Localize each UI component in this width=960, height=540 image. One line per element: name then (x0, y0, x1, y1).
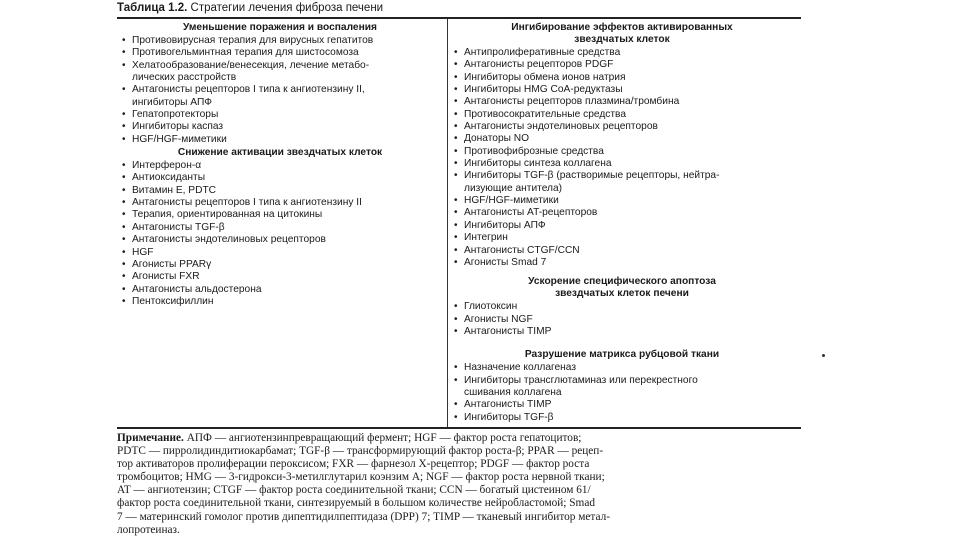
footnote-label: Примечание. (117, 432, 184, 444)
list-item: • Ингибиторы каспаз (120, 121, 440, 133)
list-item: • Ингибиторы АПФ (452, 220, 792, 232)
list-item: • Пентоксифиллин (120, 296, 440, 308)
right-column (452, 21, 792, 424)
list-item: • Противовирусная терапия для вирусных гепатитов (120, 35, 440, 47)
list-item: • Витамин Е, PDTC (120, 185, 440, 197)
section-heading: Разрушение матрикса рубцовой ткани (524, 349, 720, 361)
list-item: • Противосократительные средства (452, 109, 792, 121)
list-item: • Антагонисты эндотелиновых рецепторов (120, 234, 440, 246)
list-item: • Хелатообразование/венесекция, лечение метабо- лических расстройств (120, 60, 440, 85)
strategy-list (120, 160, 440, 308)
list-item: • HGF (120, 247, 440, 259)
list-item: • Ингибиторы HMG CoA-редуктазы (452, 84, 792, 96)
list-item: • Ингибиторы трансглютаминаз или перекрестного сшивания коллагена (452, 375, 792, 400)
column-divider (447, 19, 448, 427)
section-heading: Ускорение специфического апоптоза звездчатых клеток печени (528, 276, 716, 300)
list-item: • Интегрин (452, 232, 792, 244)
list-item: • Антагонисты TIMP (452, 326, 792, 338)
list-item: • Антагонисты рецепторов I типа к ангиотензину II (120, 197, 440, 209)
list-item: • Антагонисты альдостерона (120, 284, 440, 296)
list-item: • Антагонисты рецепторов I типа к ангиотензину II, ингибиторы АПФ (120, 84, 440, 109)
section-heading: Уменьшение поражения и воспаления (183, 22, 377, 33)
table-caption (117, 1, 383, 15)
table-top-rule (117, 17, 801, 19)
list-item: • Антипролиферативные средства (452, 47, 792, 59)
list-item: • Противогельминтная терапия для шистосомоза (120, 47, 440, 59)
table-footnote (117, 432, 803, 537)
table-title: Стратегии лечения фиброза печени (187, 2, 384, 14)
list-item: • Антагонисты CTGF/CCN (452, 245, 792, 257)
strategy-list (452, 362, 792, 424)
list-item: • Гепатопротекторы (120, 109, 440, 121)
list-item: • Агонисты PPARγ (120, 259, 440, 271)
list-item: • Антиоксиданты (120, 172, 440, 184)
list-item: • Агонисты Smad 7 (452, 257, 792, 269)
list-item: • HGF/HGF-миметики (120, 134, 440, 146)
left-column (120, 21, 440, 308)
list-item: • Антагонисты TGF-β (120, 222, 440, 234)
scan-speck (822, 354, 825, 357)
list-item: • Ингибиторы TGF-β (452, 412, 792, 424)
footnote-text: АПФ — ангиотензинпревращающий фермент; HGF — фактор роста гепатоцитов; PDTC — пирролидиндитиокарбамат; TGF-β — трансформирующий фактор роста-β; PPAR — рецеп- тор активаторов пролиферации пероксисом; FXR — фарнезол X-рецептор; PDGF — фактор роста тромбоцитов; HMG — 3-гидрокси-3-метилглутарил коэнзим A; NGF — фактор роста нервной ткани; AT — ангиотензин; CTGF — фактор роста соединительной ткани; CCN — богатый цистеином 61/ фактор роста соединительной ткани, синтезируемый в большом количестве нейробластомой; Smad 7 — материнский гомолог против дипептидилпептидаза (DPP) 7; TIMP — тканевый ингибитор метал- лопротеиназ. (117, 432, 611, 536)
list-item: • Ингибиторы обмена ионов натрия (452, 72, 792, 84)
strategy-list (452, 47, 792, 269)
strategy-list (452, 301, 792, 338)
list-item: • Терапия, ориентированная на цитокины (120, 209, 440, 221)
list-item: • Глиотоксин (452, 301, 792, 313)
list-item: • Агонисты FXR (120, 271, 440, 283)
list-item: • Ингибиторы синтеза коллагена (452, 158, 792, 170)
list-item: • Противофиброзные средства (452, 146, 792, 158)
list-item: • Антагонисты рецепторов PDGF (452, 59, 792, 71)
list-item: • Агонисты NGF (452, 314, 792, 326)
list-item: • Антагонисты рецепторов плазмина/тромбина (452, 96, 792, 108)
list-item: • Ингибиторы TGF-β (растворимые рецепторы, нейтра- лизующие антитела) (452, 170, 792, 195)
section-heading: Ингибирование эффектов активированных звездчатых клеток (511, 22, 733, 45)
list-item: • Интерферон-α (120, 160, 440, 172)
list-item: • Антагонисты TIMP (452, 399, 792, 411)
list-item: • HGF/HGF-миметики (452, 195, 792, 207)
table-number: Таблица 1.2. (117, 2, 188, 14)
list-item: • Донаторы NO (452, 133, 792, 145)
list-item: • Антагонисты эндотелиновых рецепторов (452, 121, 792, 133)
list-item: • Назначение коллагеназ (452, 362, 792, 374)
strategy-list (120, 35, 440, 146)
table-bottom-rule (117, 427, 801, 429)
section-heading: Снижение активации звездчатых клеток (177, 147, 383, 159)
list-item: • Антагонисты AT-рецепторов (452, 207, 792, 219)
